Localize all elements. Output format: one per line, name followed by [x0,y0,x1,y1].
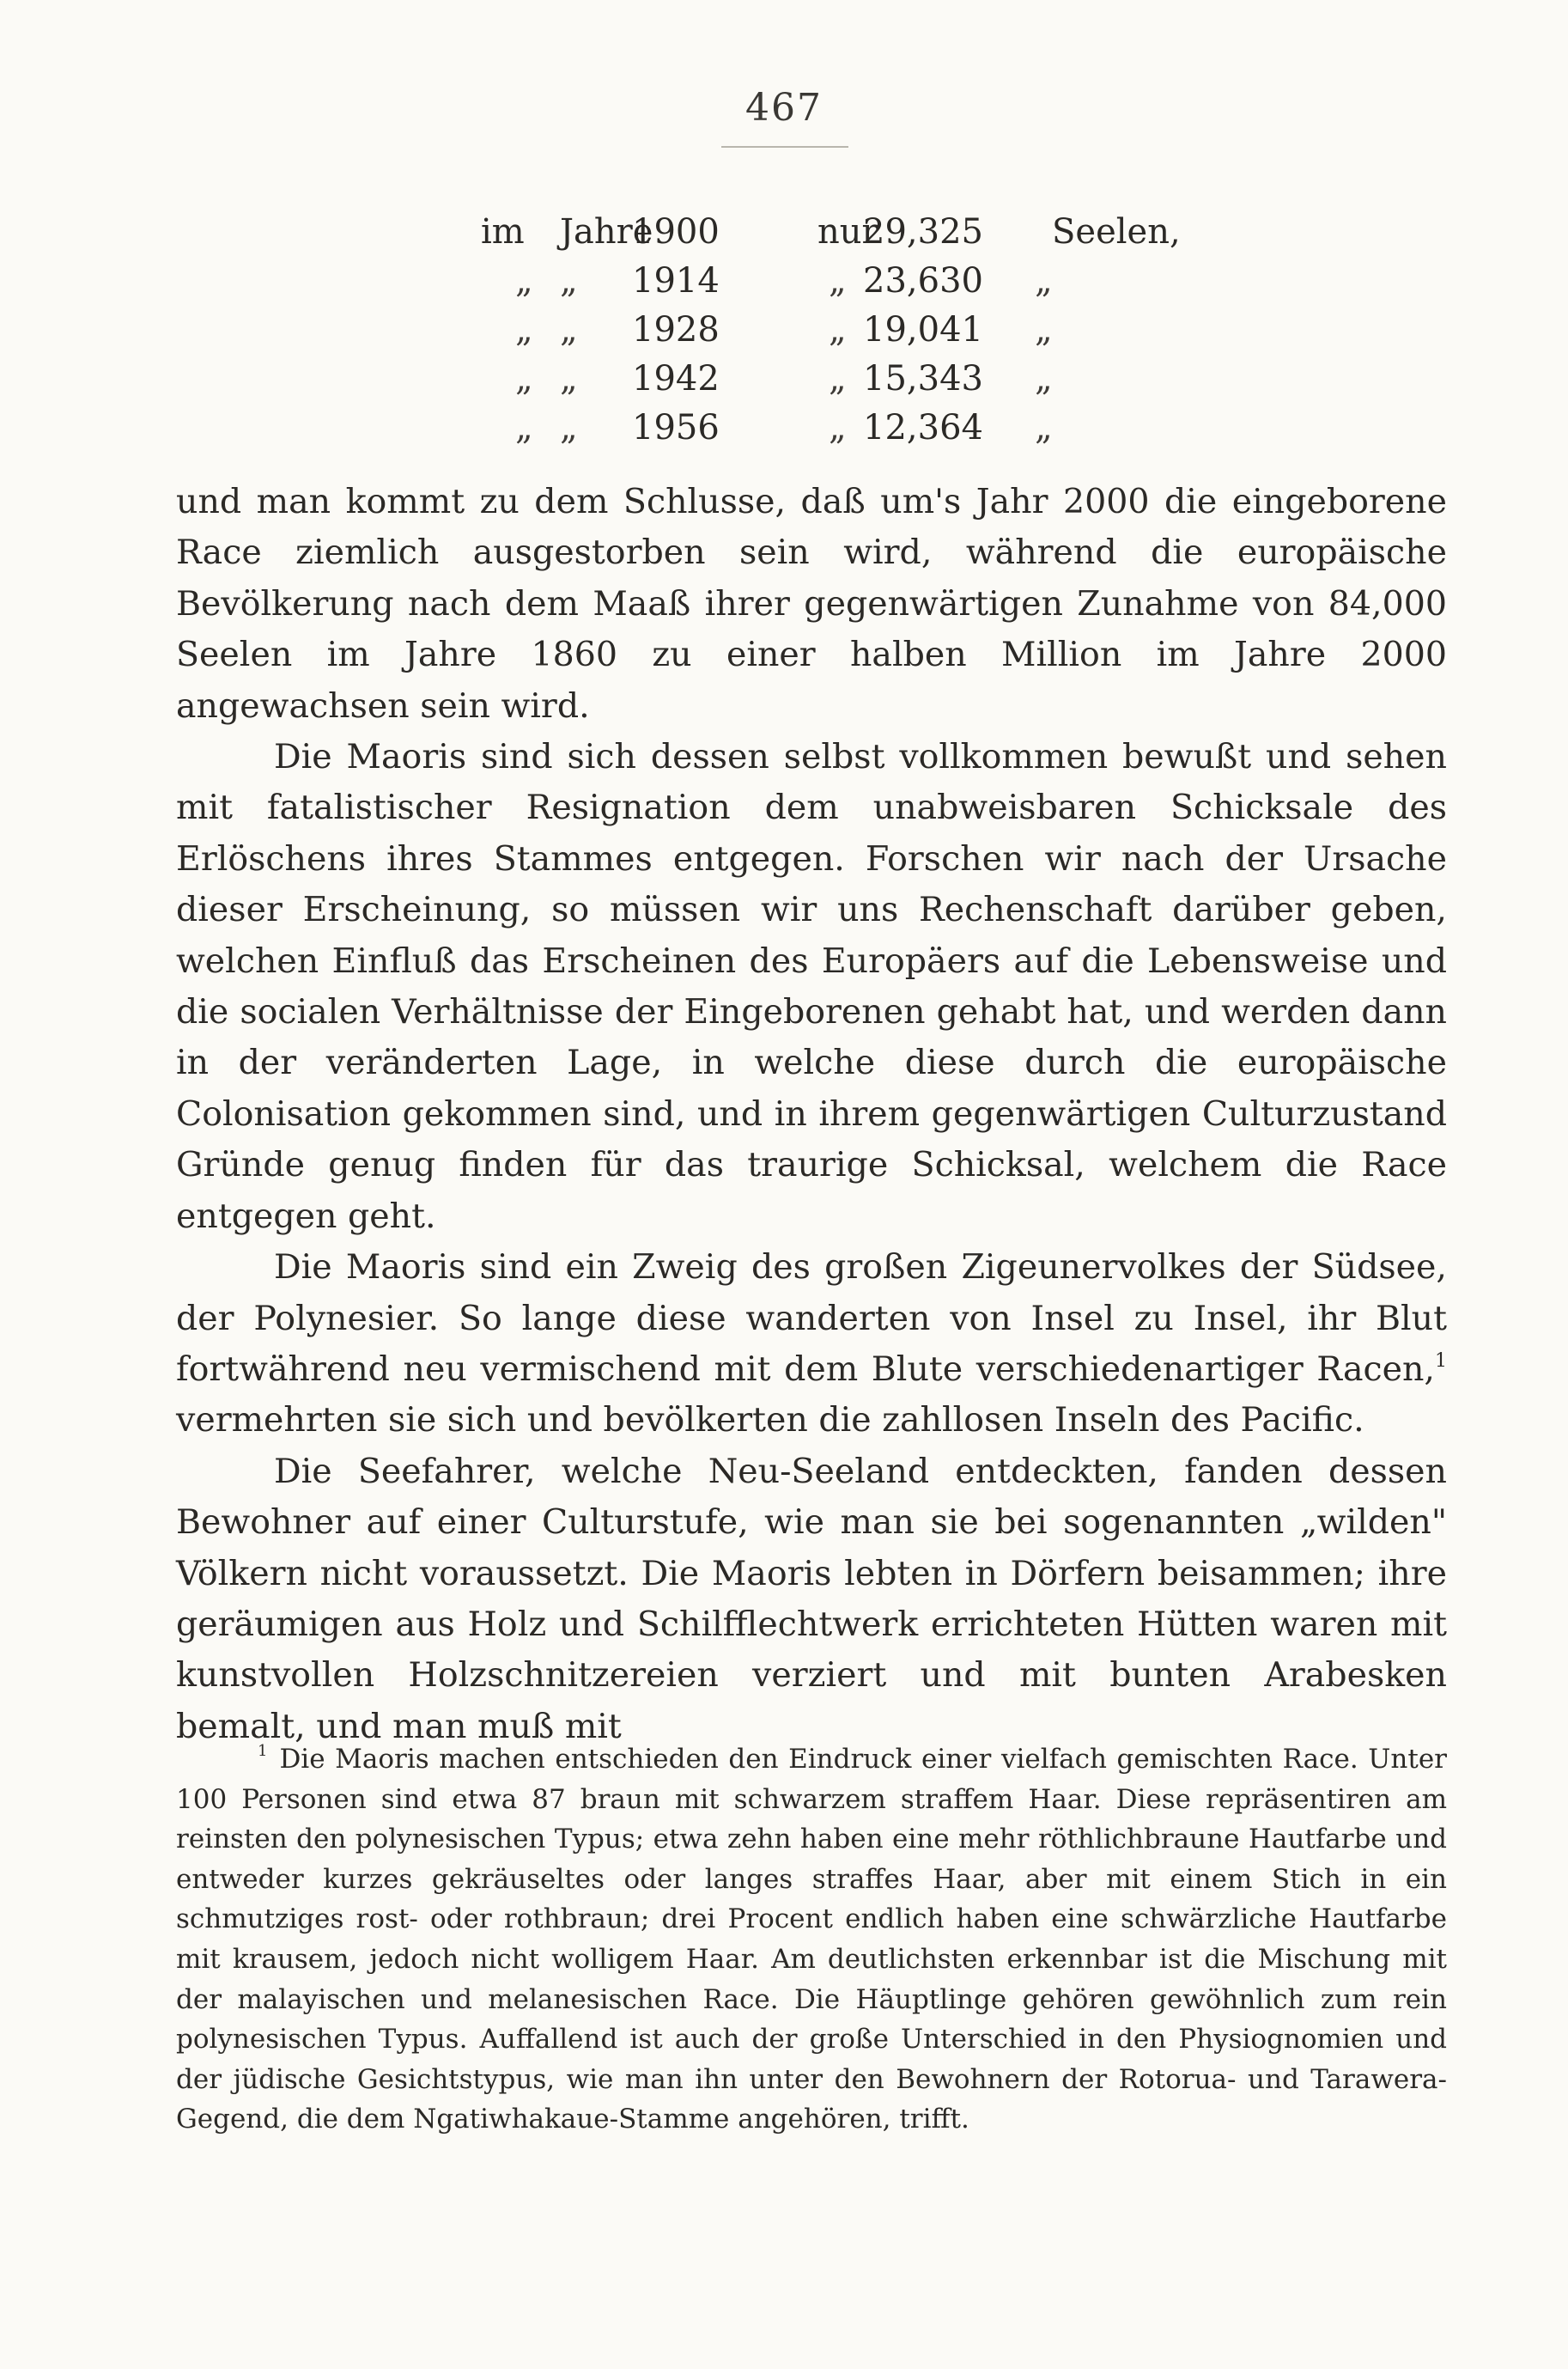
row-population: 12,364 [863,408,983,448]
row-population: 29,325 [863,212,983,252]
paragraph: Die Maoris sind sich dessen selbst vollkommen bewußt und sehen mit fatalistischer Resignation dem unabweisbaren Schicksale des Erlöschens ihres Stammes entgegen. Forschen wir nach der Ursache dieser Erscheinung, so müssen wir uns Rechenschaft darüber geben, welchen Einfluß das Erscheinen des Europäers auf die Lebensweise und die socialen Verhältnisse der Eingeborenen gehabt hat, und werden dann in der veränderten Lage, in welche diese durch die europäische Colonisation gekommen sind, und in ihrem gegenwärtigen Culturzustand Gründe genug finden für das traurige Schicksal, welchem die Race entgegen geht. [176,737,1447,1236]
ditto-mark: „ [1035,261,1053,301]
ditto-mark: „ [829,359,847,399]
row-population: 23,630 [863,261,983,301]
ditto-mark: „ [829,261,847,301]
row-year: 1928 [632,310,720,350]
ditto-mark: „ [515,408,533,448]
ditto-mark: „ [560,310,578,350]
ditto-mark: „ [1035,310,1053,350]
footnote-section [176,1739,1447,2140]
paragraph [176,1242,1447,1446]
population-row [481,355,1133,404]
ditto-mark: „ [829,408,847,448]
row-prefix: im [481,212,525,252]
header-rule [721,146,848,148]
ditto-mark: „ [515,359,533,399]
row-population: 15,343 [863,359,983,399]
row-year: 1914 [632,261,720,301]
ditto-mark: „ [560,261,578,301]
population-table [481,208,1181,453]
paragraph: Die Seefahrer, welche Neu-Seeland entdeckten, fanden dessen Bewohner auf einer Culturstufe, wie man sie bei sogenannten „wilden" Völkern nicht voraussetzt. Die Maoris lebten in Dörfern beisammen; ihre geräumigen aus Holz und Schilfflechtwerk errichteten Hütten waren mit kunstvollen Holzschnitzereien verziert und mit bunten Arabesken bemalt, und man muß mit [176,1451,1447,1746]
ditto-mark: „ [1035,408,1053,448]
row-year: 1942 [632,359,720,399]
footnote [176,1739,1447,2140]
main-text [176,477,1447,1752]
population-row [481,208,1181,257]
footnote-reference[interactable]: 1 [1435,1349,1447,1372]
paragraph-text: vermehrten sie sich und bevölkerten die zahllosen Inseln des Pacific. [176,1400,1364,1440]
ditto-mark: „ [829,310,847,350]
row-year: 1956 [632,408,720,448]
ditto-mark: „ [515,310,533,350]
row-year: 1900 [632,212,720,252]
population-row [481,306,1133,355]
footnote-mark: 1 [258,1742,268,1760]
row-prefix-word: Jahre [560,212,653,252]
page-number: 467 [745,86,823,130]
population-row [481,404,1133,453]
paragraph-continuation: und man kommt zu dem Schlusse, daß um's Jahr 2000 die eingeborene Race ziemlich ausgestorben sein wird, während die europäische Bevölkerung nach dem Maaß ihrer gegenwärtigen Zunahme von 84,000 Seelen im Jahre 1860 zu einer halben Million im Jahre 2000 angewachsen sein wird. [176,482,1447,726]
ditto-mark: „ [560,359,578,399]
population-row [481,257,1133,306]
paragraph-text: Die Maoris sind ein Zweig des großen Zigeunervolkes der Südsee, der Polynesier. So lange diese wanderten von Insel zu Insel, ihr Blut fortwährend neu vermischend mit dem Blute verschiedenartiger Racen, [176,1247,1447,1389]
row-unit: Seelen, [1052,212,1181,252]
row-qualifier: nur [817,212,878,252]
ditto-mark: „ [515,261,533,301]
footnote-text: Die Maoris machen entschieden den Eindruck einer vielfach gemischten Race. Unter 100 Personen sind etwa 87 braun mit schwarzem straffem Haar. Diese repräsentiren am reinsten den polynesischen Typus; etwa zehn haben eine mehr röthlichbraune Hautfarbe und entweder kurzes gekräuseltes oder langes straffes Haar, aber mit einem Stich in ein schmutziges rost- oder rothbraun; drei Procent endlich haben eine schwärzliche Hautfarbe mit krausem, jedoch nicht wolligem Haar. Am deutlichsten erkennbar ist die Mischung mit der malayischen und melanesischen Race. Die Häuptlinge gehören gewöhnlich zum rein polynesischen Typus. Auffallend ist auch der große Unterschied in den Physiognomien und der jüdische Gesichtstypus, wie man ihn unter den Bewohnern der Rotorua- und Tarawera-Gegend, die dem Ngatiwhakaue-Stamme angehören, trifft. [176,1744,1447,2135]
ditto-mark: „ [1035,359,1053,399]
ditto-mark: „ [560,408,578,448]
row-population: 19,041 [863,310,983,350]
